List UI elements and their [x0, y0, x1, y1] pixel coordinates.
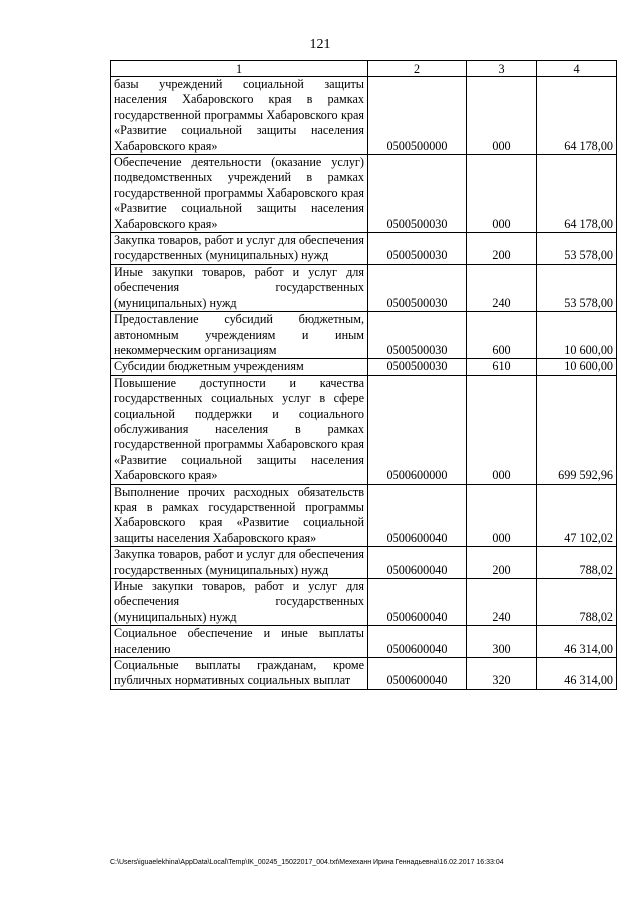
table-row [111, 579, 617, 626]
cell-type: 000 [467, 77, 537, 155]
cell-name: Повышение доступности и качества государственных социальных услуг в сфере социальной поддержки и социального обслуживания населения в рамках государственной программы Хабаровского края «Развитие социальной защиты населения Хабаровского края» [111, 375, 368, 484]
table-row [111, 155, 617, 233]
table-row [111, 658, 617, 690]
cell-amount: 64 178,00 [537, 77, 617, 155]
header-cell-type: 3 [467, 61, 537, 77]
cell-amount: 788,02 [537, 547, 617, 579]
cell-name: Иные закупки товаров, работ и услуг для обеспечения государственных (муниципальных) нужд [111, 264, 368, 311]
cell-name: базы учреждений социальной защиты населения Хабаровского края в рамках государственной программы Хабаровского края «Развитие социальной защиты населения Хабаровского края» [111, 77, 368, 155]
header-cell-code: 2 [368, 61, 467, 77]
cell-code: 0500600040 [368, 579, 467, 626]
cell-code: 0500500030 [368, 233, 467, 265]
table-row [111, 312, 617, 359]
cell-type: 300 [467, 626, 537, 658]
cell-amount: 10 600,00 [537, 359, 617, 375]
cell-code: 0500500030 [368, 155, 467, 233]
cell-name: Закупка товаров, работ и услуг для обеспечения государственных (муниципальных) нужд [111, 233, 368, 265]
cell-code: 0500500030 [368, 312, 467, 359]
cell-type: 240 [467, 264, 537, 311]
cell-type: 200 [467, 547, 537, 579]
cell-name: Выполнение прочих расходных обязательств края в рамках государственной программы Хабаровского края «Развитие социальной защиты населения Хабаровского края» [111, 484, 368, 547]
cell-amount: 64 178,00 [537, 155, 617, 233]
cell-amount: 699 592,96 [537, 375, 617, 484]
cell-type: 000 [467, 375, 537, 484]
file-path-footer: C:\Users\iguaelekhina\AppData\Local\Temp\IK_00245_15022017_004.txt\Мехеханн Ирина Геннадьевна\16.02.2017 16:33:04 [110, 859, 504, 866]
cell-type: 000 [467, 484, 537, 547]
cell-amount: 10 600,00 [537, 312, 617, 359]
cell-type: 000 [467, 155, 537, 233]
cell-type: 200 [467, 233, 537, 265]
cell-code: 0500600040 [368, 658, 467, 690]
cell-code: 0500600040 [368, 547, 467, 579]
page-number: 121 [309, 37, 331, 52]
table-row [111, 547, 617, 579]
table-row [111, 264, 617, 311]
cell-name: Обеспечение деятельности (оказание услуг) подведомственных учреждений в рамках государственной программы Хабаровского края «Развитие социальной защиты населения Хабаровского края» [111, 155, 368, 233]
budget-table [110, 60, 617, 690]
table-row [111, 359, 617, 375]
cell-type: 600 [467, 312, 537, 359]
cell-name: Предоставление субсидий бюджетным, автономным учреждениям и иным некоммерческим организациям [111, 312, 368, 359]
cell-name: Иные закупки товаров, работ и услуг для обеспечения государственных (муниципальных) нужд [111, 579, 368, 626]
cell-type: 610 [467, 359, 537, 375]
table-row [111, 233, 617, 265]
table-row [111, 484, 617, 547]
table-row [111, 626, 617, 658]
cell-name: Субсидии бюджетным учреждениям [111, 359, 368, 375]
cell-code: 0500600000 [368, 375, 467, 484]
cell-type: 320 [467, 658, 537, 690]
table-header-row [111, 61, 617, 77]
cell-name: Социальное обеспечение и иные выплаты населению [111, 626, 368, 658]
header-cell-name: 1 [111, 61, 368, 77]
cell-amount: 788,02 [537, 579, 617, 626]
table-row [111, 77, 617, 155]
cell-code: 0500500030 [368, 359, 467, 375]
cell-code: 0500500000 [368, 77, 467, 155]
cell-name: Закупка товаров, работ и услуг для обеспечения государственных (муниципальных) нужд [111, 547, 368, 579]
cell-code: 0500600040 [368, 626, 467, 658]
cell-amount: 46 314,00 [537, 626, 617, 658]
cell-name: Социальные выплаты гражданам, кроме публичных нормативных социальных выплат [111, 658, 368, 690]
cell-amount: 53 578,00 [537, 264, 617, 311]
header-cell-amount: 4 [537, 61, 617, 77]
cell-code: 0500600040 [368, 484, 467, 547]
cell-amount: 53 578,00 [537, 233, 617, 265]
cell-code: 0500500030 [368, 264, 467, 311]
cell-amount: 47 102,02 [537, 484, 617, 547]
table-row [111, 375, 617, 484]
cell-amount: 46 314,00 [537, 658, 617, 690]
cell-type: 240 [467, 579, 537, 626]
